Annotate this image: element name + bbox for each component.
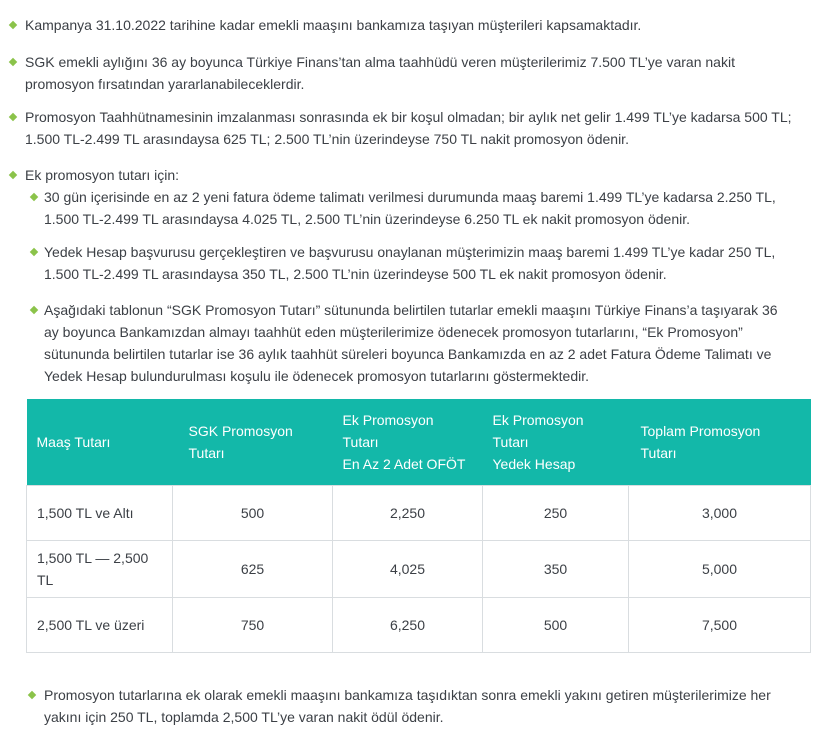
table-cell: 6,250	[333, 598, 483, 653]
bullet-text-line: yakını için 250 TL, toplamda 2,500 TL’ye varan nakit ödül ödenir.	[44, 709, 444, 725]
sub-bullet-text-line: 1.500 TL-2.499 TL arasındaysa 350 TL, 2.500 TL’nin üzerindeyse 500 TL ek nakit promosyon ödenir.	[44, 266, 667, 282]
header-line: SGK Promosyon	[188, 423, 293, 439]
header-line: Toplam Promosyon	[640, 423, 761, 439]
bullet-diamond-icon	[9, 58, 17, 66]
table-row	[27, 541, 811, 598]
table-cell: 2,250	[333, 486, 483, 541]
table-cell: 500	[173, 486, 333, 541]
sub-bullet-text-line: 1.500 TL-2.499 TL arasındaysa 4.025 TL, 2.500 TL’nin üzerindeyse 6.250 TL ek nakit promosyon ödenir.	[44, 211, 690, 227]
bullet-text-line: Promosyon Taahhütnamesinin imzalanması sonrasında ek bir koşul olmadan; bir aylık net gelir 1.499 TL’ye kadarsa 500 TL;	[25, 109, 792, 125]
header-line: Tutarı	[188, 445, 225, 461]
bullet-diamond-icon	[9, 171, 17, 179]
table-cell: 4,025	[333, 541, 483, 598]
table-cell: 1,500 TL ve Altı	[27, 486, 173, 541]
header-line: Maaş Tutarı	[36, 434, 111, 450]
sub-bullet-text-line: Yedek Hesap başvurusu gerçekleştiren ve başvurusu onaylanan müşterimizin maaş baremi 1.499 TL’ye kadar 250 TL,	[44, 244, 776, 260]
bullet-diamond-icon	[28, 691, 36, 699]
bullet-diamond-icon	[30, 306, 38, 314]
table-header-row	[27, 399, 811, 486]
header-maas-tutari	[27, 399, 173, 486]
table-cell: 2,500 TL ve üzeri	[27, 598, 173, 653]
bullet-text-line: Promosyon tutarlarına ek olarak emekli maaşını bankamıza taşıdıktan sonra emekli yakını getiren müşterilerimize her	[44, 687, 771, 703]
sub-bullet-text-line: Aşağıdaki tablonun “SGK Promosyon Tutarı” sütununda belirtilen tutarlar emekli maaşını Türkiye Finans’a taşıyarak 36	[44, 302, 778, 318]
bullet-text: Kampanya 31.10.2022 tarihine kadar emekli maaşını bankamıza taşıyan müşterileri kapsamaktadır.	[25, 17, 642, 33]
bullet-diamond-icon	[9, 21, 17, 29]
table-row	[27, 486, 811, 541]
table-cell: 1,500 TL — 2,500 TL	[27, 541, 173, 598]
header-toplam-promosyon	[629, 399, 811, 486]
table-cell: 625	[173, 541, 333, 598]
header-ek-promosyon-yedek	[483, 399, 629, 486]
bullet-diamond-icon	[30, 193, 38, 201]
table-cell: 5,000	[629, 541, 811, 598]
header-line: Tutarı	[640, 445, 677, 461]
sub-bullet-text-line: Yedek Hesap bulundurulması koşulu ile ödenecek promosyon tutarlarını göstermektedir.	[44, 368, 590, 384]
table-cell: 3,000	[629, 486, 811, 541]
table-cell: 750	[173, 598, 333, 653]
table-cell: 250	[483, 486, 629, 541]
bullet-text-line: 1.500 TL-2.499 TL arasındaysa 625 TL; 2.500 TL’nin üzerindeyse 750 TL nakit promosyon ödenir.	[25, 131, 629, 147]
table-cell: 7,500	[629, 598, 811, 653]
bullet-text-line: promosyon fırsatından yararlanabileceklerdir.	[25, 76, 305, 92]
header-line: Yedek Hesap	[492, 456, 576, 472]
header-line: Ek Promosyon	[342, 412, 434, 428]
header-ek-promosyon-ofot	[333, 399, 483, 486]
promotion-table	[26, 399, 811, 653]
header-line: Ek Promosyon	[492, 412, 584, 428]
table-cell: 350	[483, 541, 629, 598]
sub-bullet-text-line: ay boyunca Bankamızdan almayı taahhüt eden müşterilerimize ödenecek promosyon tutarlarını, “Ek Promosyon”	[44, 324, 743, 340]
sub-bullet-text-line: 30 gün içerisinde en az 2 yeni fatura ödeme talimatı verilmesi durumunda maaş baremi 1.499 TL’ye kadarsa 2.250 TL,	[44, 189, 776, 205]
bullet-diamond-icon	[9, 113, 17, 121]
bullet-text-line: SGK emekli aylığını 36 ay boyunca Türkiye Finans’tan alma taahhüdü veren müşterilerimiz 7.500 TL’ye varan nakit	[25, 54, 735, 70]
bullet-diamond-icon	[30, 248, 38, 256]
table-cell: 500	[483, 598, 629, 653]
sub-bullet-text-line: sütununda belirtilen tutarlar ise 36 aylık taahhüt süreleri boyunca Bankamızda en az 2 adet Fatura Ödeme Talimatı ve	[44, 346, 772, 362]
header-line: Tutarı	[342, 434, 379, 450]
header-sgk-promosyon	[173, 399, 333, 486]
bullet-text: Ek promosyon tutarı için:	[25, 167, 180, 183]
header-line: En Az 2 Adet OFÖT	[342, 456, 466, 472]
header-line: Tutarı	[492, 434, 529, 450]
table-row	[27, 598, 811, 653]
